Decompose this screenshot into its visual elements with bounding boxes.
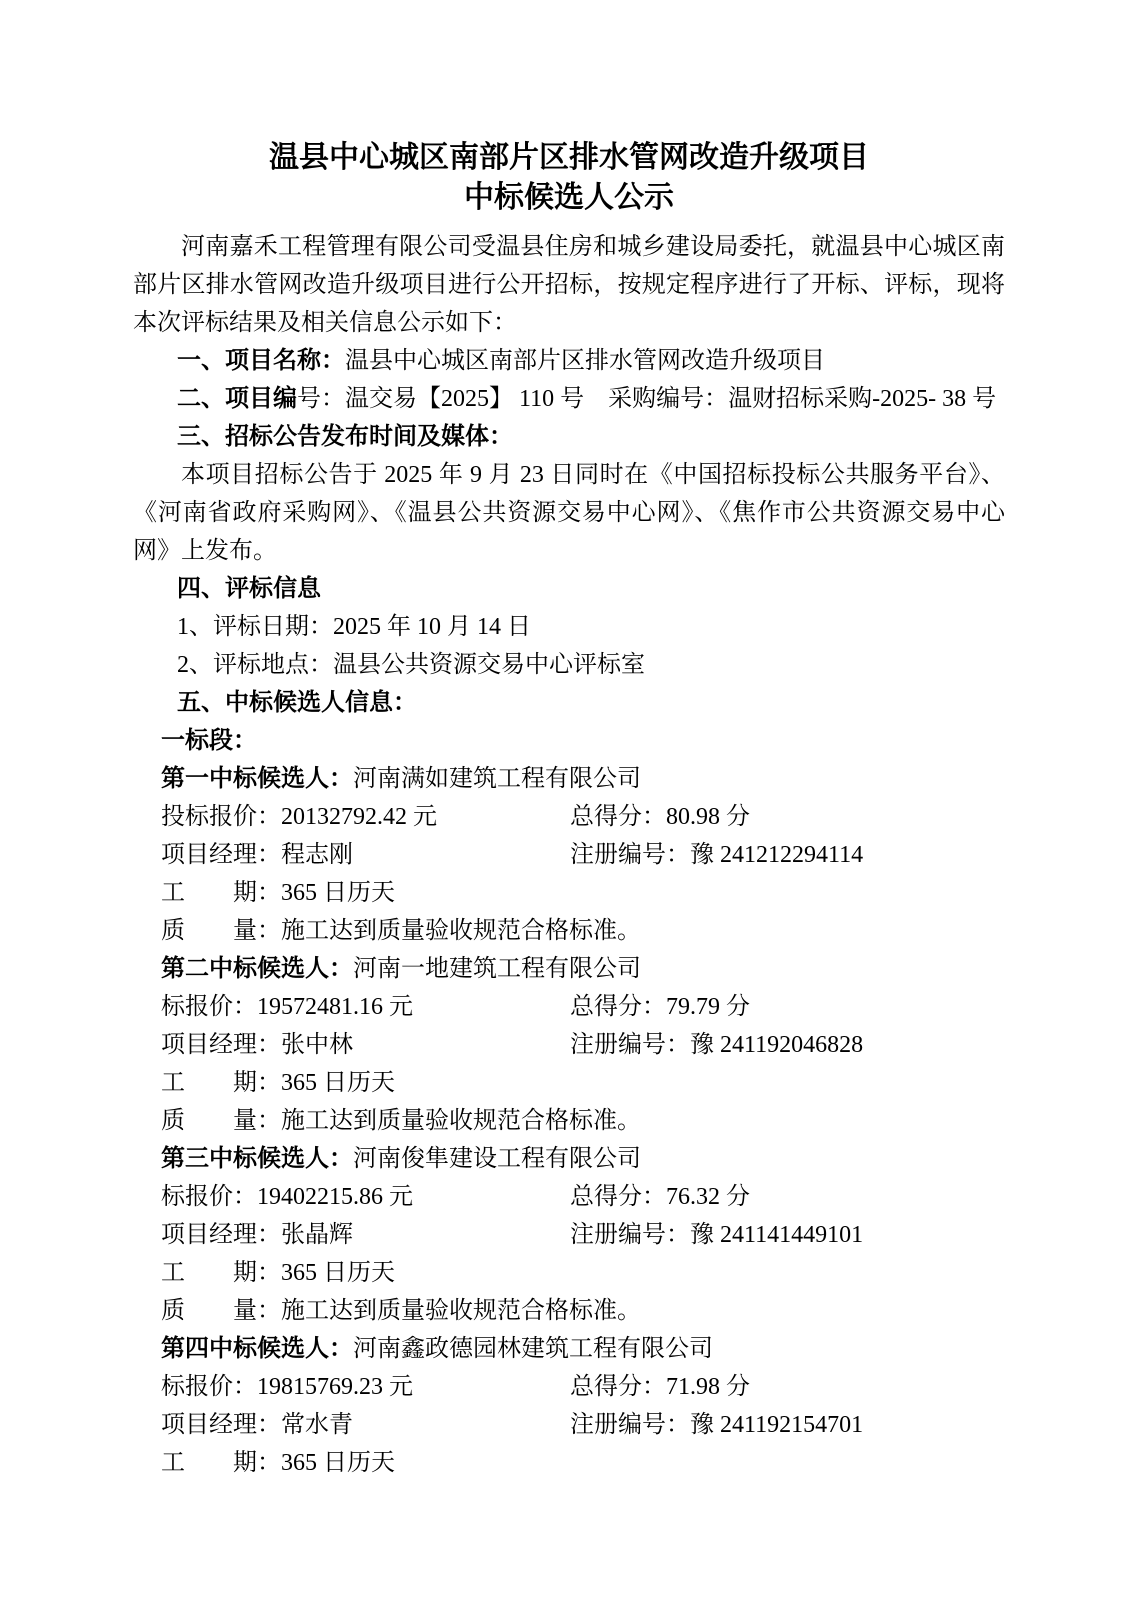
project-name-label: 一、项目名称：	[177, 347, 345, 374]
candidate-4-duration-row	[133, 1444, 1005, 1482]
duration-value: 365 日历天	[281, 1070, 395, 1096]
candidate-3-header	[133, 1140, 1005, 1178]
announcement-paragraph: 本项目招标公告于 2025 年 9 月 23 日同时在《中国招标投标公共服务平台》、《河南省政府采购网》、《温县公共资源交易中心网》、《焦作市公共资源交易中心网》上发布。	[133, 462, 1005, 564]
price-value: 19815769.23 元	[257, 1374, 413, 1400]
duration-label: 工 期：	[161, 880, 281, 906]
reg-value: 豫 241212294114	[690, 842, 864, 868]
score-label: 总得分：	[570, 994, 666, 1020]
candidate-1-manager-row	[133, 836, 1005, 874]
manager-value: 张中林	[281, 1032, 353, 1058]
duration-label: 工 期：	[161, 1260, 281, 1286]
reg-cell	[570, 1216, 863, 1254]
price-label: 标报价：	[161, 994, 257, 1020]
intro-paragraph: 河南嘉禾工程管理有限公司受温县住房和城乡建设局委托，就温县中心城区南部片区排水管网改造升级项目进行公开招标，按规定程序进行了开标、评标，现将本次评标结果及相关信息公示如下：	[133, 234, 1005, 336]
score-label: 总得分：	[570, 1374, 666, 1400]
eval-date-item: 1、评标日期：2025 年 10 月 14 日	[177, 614, 531, 640]
quality-value: 施工达到质量验收规范合格标准。	[281, 1108, 641, 1134]
candidate-1-rank-label: 第一中标候选人：	[161, 765, 353, 792]
price-value: 19572481.16 元	[257, 994, 413, 1020]
manager-label: 项目经理：	[161, 842, 281, 868]
candidate-3-quality-row	[133, 1292, 1005, 1330]
price-value: 20132792.42 元	[281, 804, 437, 830]
reg-cell	[570, 1406, 863, 1444]
candidate-2-header	[133, 950, 1005, 988]
reg-cell	[570, 836, 863, 874]
score-cell	[570, 798, 750, 836]
candidate-4-rank-label: 第四中标候选人：	[161, 1335, 353, 1362]
section-project-name	[133, 342, 1005, 380]
price-value: 19402215.86 元	[257, 1184, 413, 1210]
section-winners-header	[133, 684, 1005, 722]
candidate-4-company: 河南鑫政德园林建筑工程有限公司	[353, 1336, 713, 1362]
duration-value: 365 日历天	[281, 1450, 395, 1476]
price-label: 标报价：	[161, 1374, 257, 1400]
manager-label: 项目经理：	[161, 1412, 281, 1438]
reg-label: 注册编号：	[570, 842, 690, 868]
manager-value: 程志刚	[281, 842, 353, 868]
document-title-line2: 中标候选人公示	[464, 181, 674, 214]
document-title	[133, 138, 1005, 218]
reg-cell	[570, 1026, 863, 1064]
announcement-label: 三、招标公告发布时间及媒体：	[177, 423, 513, 450]
price-label: 投标报价：	[161, 804, 281, 830]
candidate-2-rank-label: 第二中标候选人：	[161, 955, 353, 982]
candidate-1-quality-row	[133, 912, 1005, 950]
score-cell	[570, 1368, 750, 1406]
score-value: 76.32 分	[666, 1184, 750, 1210]
section-announcement-header	[133, 418, 1005, 456]
project-name-value: 温县中心城区南部片区排水管网改造升级项目	[345, 348, 825, 374]
section-eval-info-header	[133, 570, 1005, 608]
candidate-2-quality-row	[133, 1102, 1005, 1140]
candidate-3-price-row	[133, 1178, 1005, 1216]
reg-value: 豫 241192154701	[690, 1412, 864, 1438]
score-label: 总得分：	[570, 804, 666, 830]
candidate-3-duration-row	[133, 1254, 1005, 1292]
score-cell	[570, 1178, 750, 1216]
project-number-label: 二、项目编	[177, 385, 297, 412]
quality-label: 质 量：	[161, 1108, 281, 1134]
price-label: 标报价：	[161, 1184, 257, 1210]
duration-label: 工 期：	[161, 1450, 281, 1476]
bid-section-header	[133, 722, 1005, 760]
score-label: 总得分：	[570, 1184, 666, 1210]
document-title-line1: 温县中心城区南部片区排水管网改造升级项目	[269, 141, 869, 174]
score-value: 79.79 分	[666, 994, 750, 1020]
candidate-3-manager-row	[133, 1216, 1005, 1254]
section-project-number	[133, 380, 1005, 418]
candidate-1-duration-row	[133, 874, 1005, 912]
reg-label: 注册编号：	[570, 1412, 690, 1438]
candidate-3-rank-label: 第三中标候选人：	[161, 1145, 353, 1172]
candidate-2-manager-row	[133, 1026, 1005, 1064]
duration-value: 365 日历天	[281, 1260, 395, 1286]
eval-place-item: 2、评标地点：温县公共资源交易中心评标室	[177, 652, 645, 678]
bid-section-label: 一标段：	[161, 727, 257, 754]
quality-value: 施工达到质量验收规范合格标准。	[281, 918, 641, 944]
manager-label: 项目经理：	[161, 1032, 281, 1058]
candidate-2-company: 河南一地建筑工程有限公司	[353, 956, 641, 982]
manager-value: 常水青	[281, 1412, 353, 1438]
manager-value: 张晶辉	[281, 1222, 353, 1248]
quality-label: 质 量：	[161, 1298, 281, 1324]
candidate-1-company: 河南满如建筑工程有限公司	[353, 766, 641, 792]
reg-label: 注册编号：	[570, 1222, 690, 1248]
candidate-1-header	[133, 760, 1005, 798]
duration-label: 工 期：	[161, 1070, 281, 1096]
reg-label: 注册编号：	[570, 1032, 690, 1058]
candidate-2-duration-row	[133, 1064, 1005, 1102]
quality-label: 质 量：	[161, 918, 281, 944]
winners-label: 五、中标候选人信息：	[177, 689, 417, 716]
candidate-3-company: 河南俊隼建设工程有限公司	[353, 1146, 641, 1172]
score-cell	[570, 988, 750, 1026]
candidate-4-price-row	[133, 1368, 1005, 1406]
project-number-value: 号：温交易【2025】 110 号 采购编号：温财招标采购-2025- 38 号	[297, 386, 997, 412]
document-body	[133, 228, 1005, 1482]
score-value: 71.98 分	[666, 1374, 750, 1400]
reg-value: 豫 241192046828	[690, 1032, 864, 1058]
eval-info-label: 四、评标信息	[177, 575, 321, 602]
score-value: 80.98 分	[666, 804, 750, 830]
duration-value: 365 日历天	[281, 880, 395, 906]
candidate-4-header	[133, 1330, 1005, 1368]
candidate-4-manager-row	[133, 1406, 1005, 1444]
quality-value: 施工达到质量验收规范合格标准。	[281, 1298, 641, 1324]
candidate-1-price-row	[133, 798, 1005, 836]
manager-label: 项目经理：	[161, 1222, 281, 1248]
reg-value: 豫 241141449101	[690, 1222, 864, 1248]
candidate-2-price-row	[133, 988, 1005, 1026]
